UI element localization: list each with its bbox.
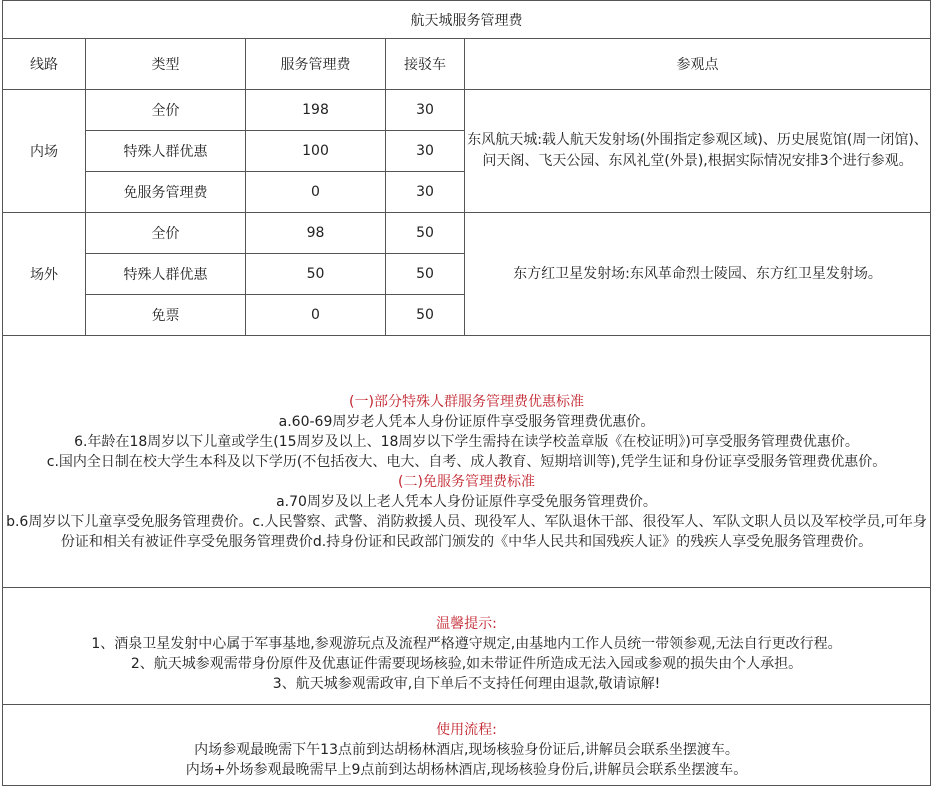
header-route: 线路 <box>3 39 86 90</box>
table-title: 航天城服务管理费 <box>3 1 931 39</box>
inner-spots: 东风航天城:载人航天发射场(外围指定参观区域)、历史展览馆(周一闭馆)、问天阁、飞天公园、东风礼堂(外景),根据实际情况安排3个进行参观。 <box>465 90 931 213</box>
row-fee: 98 <box>246 213 386 254</box>
process-item: 内场+外场参观最晚需早上9点前到达胡杨林酒店,现场核验身份后,讲解员会联系坐摆渡车。 <box>185 762 748 778</box>
free-item: a.70周岁及以上老人凭本人身份证原件享受免服务管理费价。 <box>276 493 657 510</box>
route-inner: 内场 <box>3 90 86 213</box>
row-shuttle: 30 <box>386 131 465 172</box>
row-fee: 0 <box>246 295 386 336</box>
row-type: 免票 <box>86 295 246 336</box>
row-type: 全价 <box>86 90 246 131</box>
discount-item: c.国内全日制在校大学生本科及以下学历(不包括夜大、电大、自考、成人教育、短期培训等),凭学生证和身份证享受服务管理费优惠价。 <box>46 453 887 470</box>
free-heading: (二)免服务管理费标准 <box>398 473 535 490</box>
tips-item: 1、酒泉卫星发射中心属于军事基地,参观游玩点及流程严格遵守规定,由基地内工作人员统一带领参观,无法自行更改行程。 <box>91 636 842 652</box>
discount-item: a.60-69周岁老人凭本人身份证原件享受服务管理费优惠价。 <box>278 413 655 430</box>
row-fee: 100 <box>246 131 386 172</box>
process-heading: 使用流程: <box>436 722 497 738</box>
table-row <box>3 213 931 254</box>
tips-heading: 温馨提示: <box>436 616 497 632</box>
row-type: 特殊人群优惠 <box>86 254 246 295</box>
policy-section <box>3 336 931 588</box>
discount-heading: (一)部分特殊人群服务管理费优惠标准 <box>349 393 584 410</box>
tips-item: 2、航天城参观需带身份原件及优惠证件需要现场核验,如未带证件所造成无法入园或参观的损失由个人承担。 <box>130 656 803 672</box>
row-shuttle: 50 <box>386 213 465 254</box>
row-type: 全价 <box>86 213 246 254</box>
header-spots: 参观点 <box>465 39 931 90</box>
process-item: 内场参观最晚需下午13点前到达胡杨林酒店,现场核验身份证后,讲解员会联系坐摆渡车。 <box>194 742 739 758</box>
process-section <box>3 705 931 786</box>
tips-section <box>3 588 931 705</box>
discount-item: 6.年龄在18周岁以下儿童或学生(15周岁及以上、18周岁以下学生需持在读学校盖章版《在校证明》)可享受服务管理费优惠价。 <box>74 433 859 450</box>
route-outer: 场外 <box>3 213 86 336</box>
row-shuttle: 50 <box>386 254 465 295</box>
row-fee: 50 <box>246 254 386 295</box>
fee-table <box>2 0 931 786</box>
header-fee: 服务管理费 <box>246 39 386 90</box>
outer-spots: 东方红卫星发射场:东风革命烈士陵园、东方红卫星发射场。 <box>465 213 931 336</box>
row-shuttle: 30 <box>386 172 465 213</box>
row-shuttle: 50 <box>386 295 465 336</box>
row-shuttle: 30 <box>386 90 465 131</box>
free-item: b.6周岁以下儿童享受免服务管理费价。c.人民警察、武警、消防救援人员、现役军人、军队退休干部、很役军人、军队文职人员以及军校学员,可年身份证和相关有被证件享受免服务管理费价d.持身份证和民政部门颁发的《中华人民共和国残疾人证》的残疾人享受免服务管理费价。 <box>6 513 927 550</box>
table-row <box>3 90 931 131</box>
row-type: 特殊人群优惠 <box>86 131 246 172</box>
header-type: 类型 <box>86 39 246 90</box>
tips-item: 3、航天城参观需政审,自下单后不支持任何理由退款,敬请谅解! <box>272 676 661 692</box>
row-type: 免服务管理费 <box>86 172 246 213</box>
row-fee: 198 <box>246 90 386 131</box>
row-fee: 0 <box>246 172 386 213</box>
header-shuttle: 接驳车 <box>386 39 465 90</box>
